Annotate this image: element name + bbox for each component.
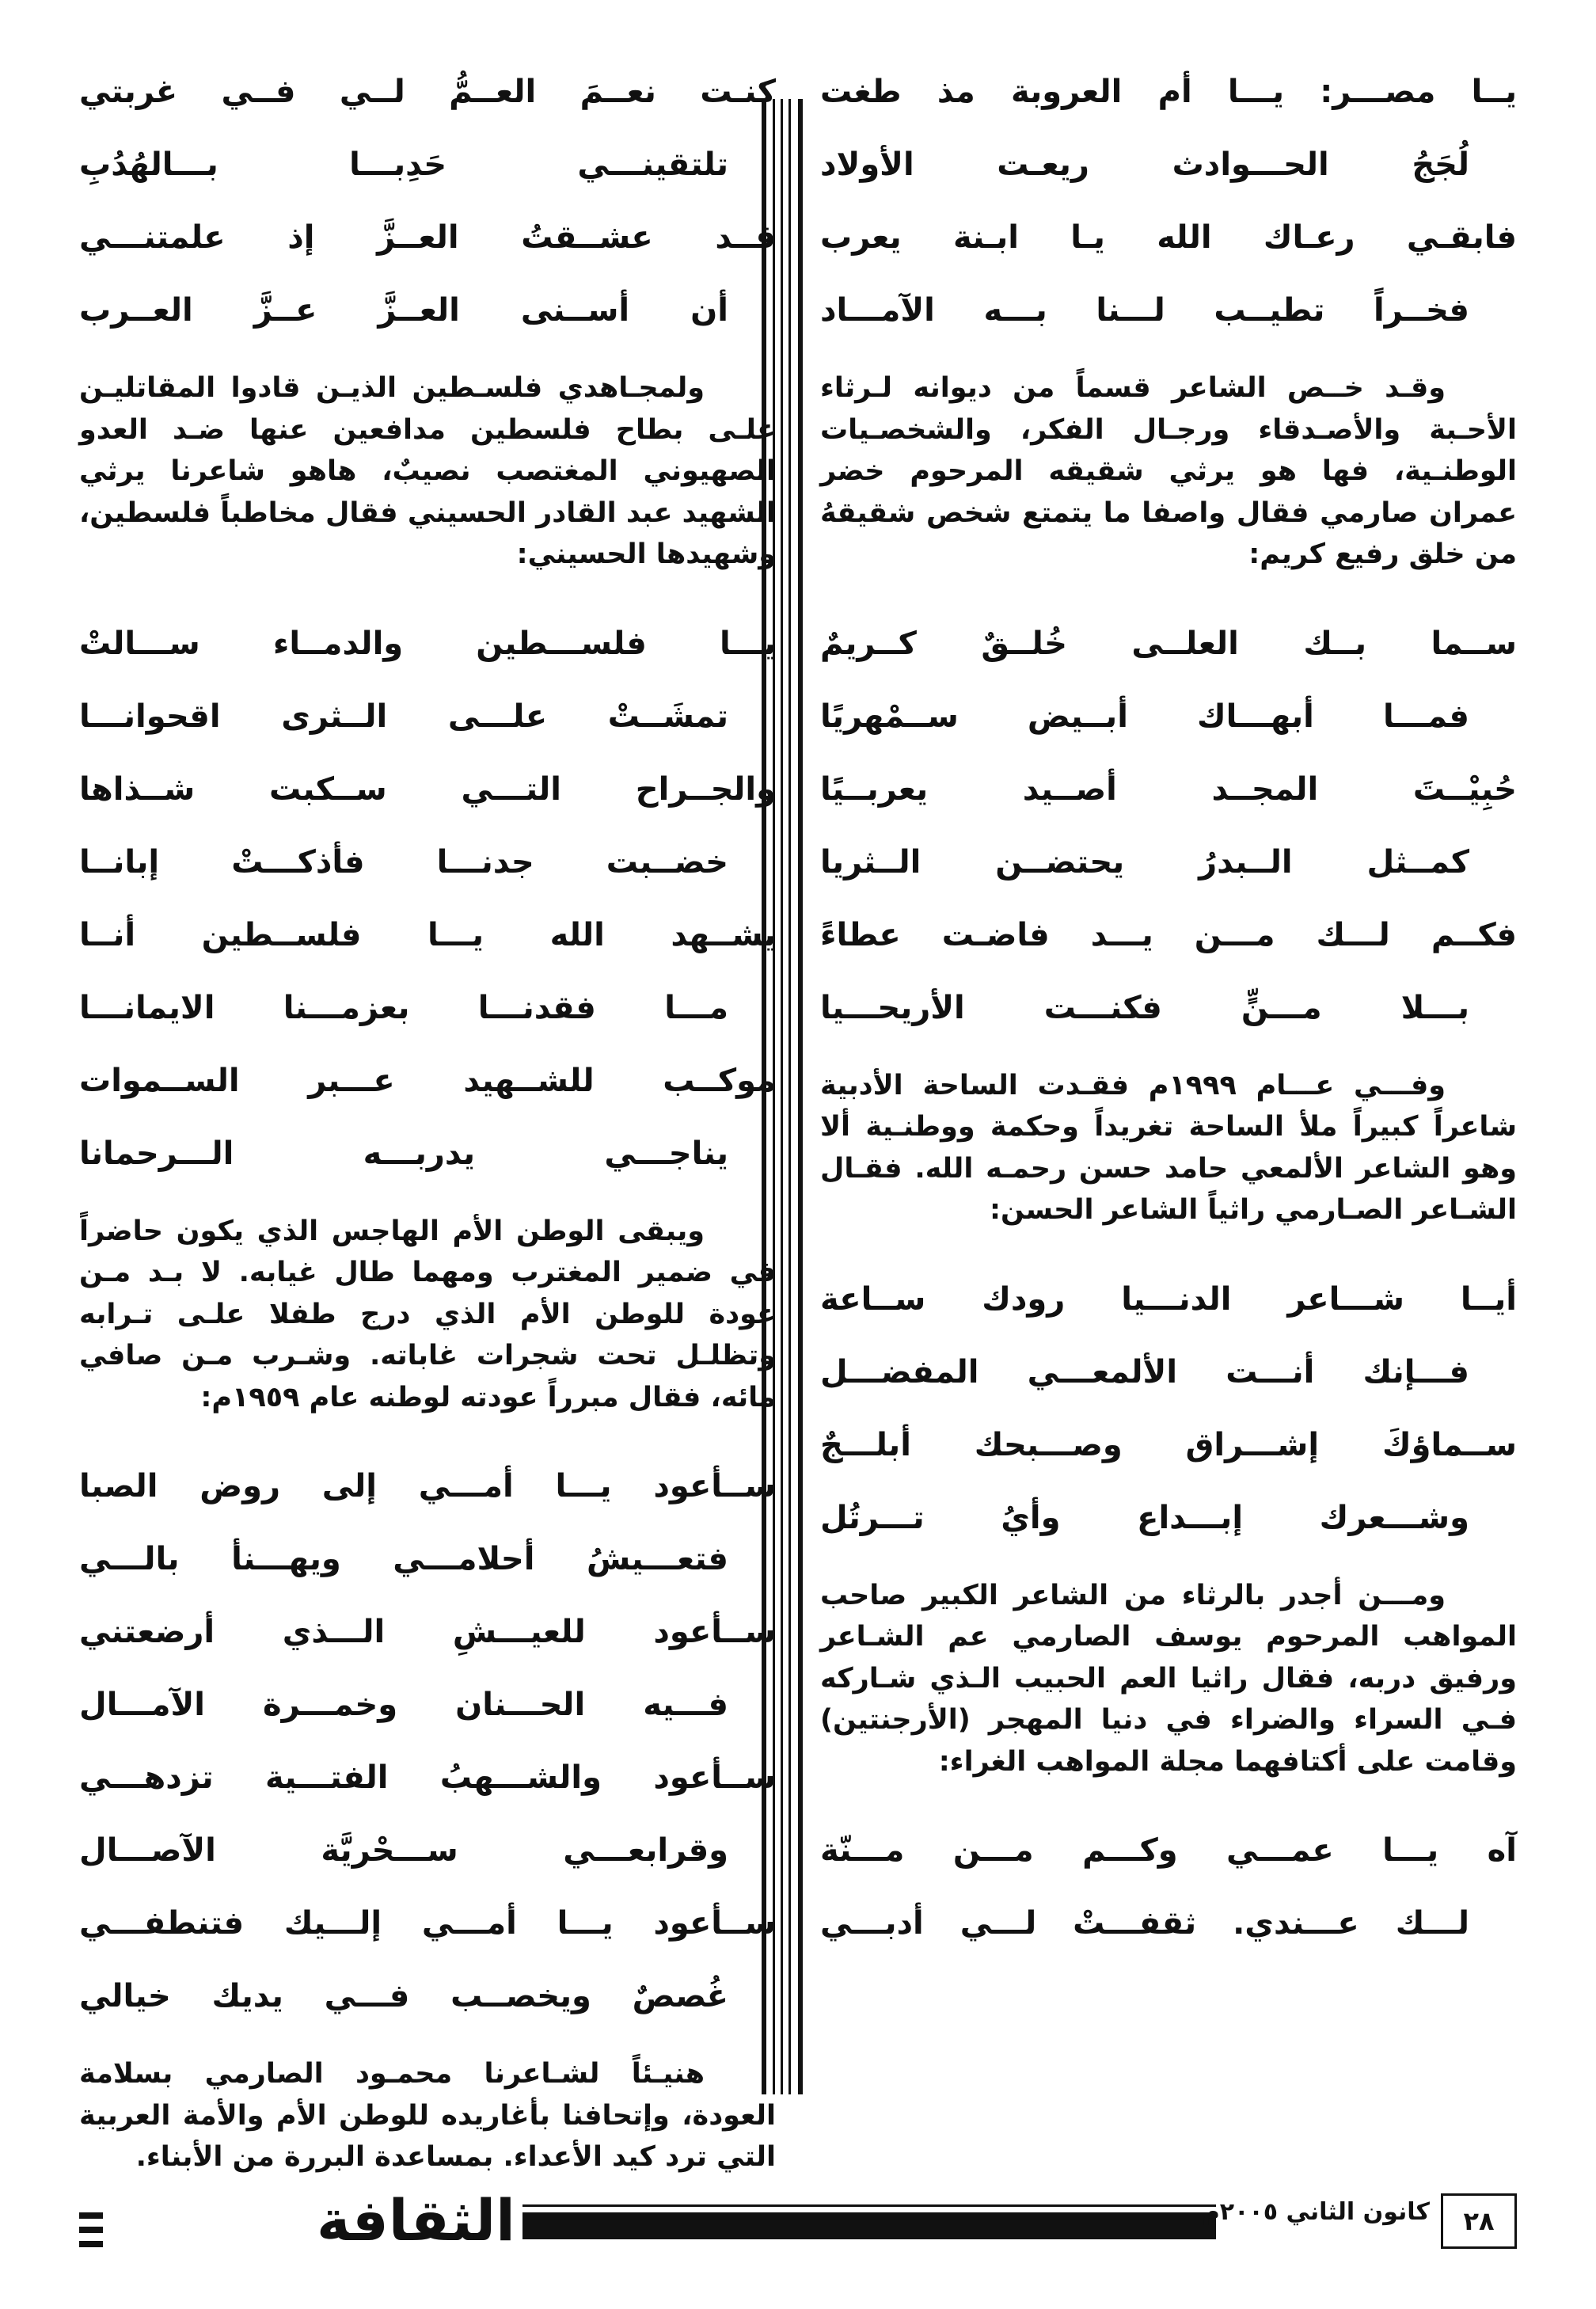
paragraph <box>79 2053 776 2178</box>
poem-uncle <box>820 1814 1517 1960</box>
poem-hasan <box>820 1263 1517 1554</box>
paragraph <box>820 1575 1517 1783</box>
verse-line: ســأعود يـــا أمـــي إلى روض الصبا <box>79 1468 776 1504</box>
verse-line: موكــب للشــهيد عـــبر الســموات <box>79 1062 776 1099</box>
verse-line: مـــا فقدنـــا بعزمـــنا الايمانـــا <box>79 989 728 1026</box>
paragraph-text: هنيـئاً لشـاعرنا محمـود الصارمي بسلامة العودة، وإتحافنا بأغاريده للوطن الأم والأمة العربية التي ترد كيد الأعداء. بمساعدة البررة من الأبناء. <box>79 2058 776 2173</box>
verse-line: تمشَــتْ علـــى الــثرى اقحوانـــا <box>79 698 728 735</box>
verse-line: لُجَجُ الحـــوادث ريعـت الأولاد <box>820 146 1469 183</box>
left-column <box>79 55 776 2210</box>
verse-line: غُصصٌ ويخصــب فـــي يديك خيالي <box>79 1978 728 2014</box>
verse-line: قــد عشــقتُ العــزَّ إذ علمتنـــي <box>79 219 776 256</box>
paragraph-text: وقـد خــص الشاعر قسماً من ديوانه لـرثاء الأحـبة والأصـدقاء ورجـال الفكر، والشخصـيات الوطنـية، فها هو يرثي شقيقه المرحوم خضر عمران صارمي فقال واصفا ما يتمتع شخص شقيقهُ من خلق رفيع كريم: <box>820 372 1517 570</box>
poem-uncle-continued <box>79 55 776 347</box>
right-column <box>820 55 1517 1980</box>
poem-brother <box>820 607 1517 1044</box>
verse-line: وقرابعـــي ســـحْريَّة الآصـــال <box>79 1832 728 1869</box>
footer-rule-thin <box>522 2204 1216 2207</box>
poem-palestine <box>79 607 776 1190</box>
verse-line: أيــا شـــاعر الدنـــيا رودك ســاعة <box>820 1280 1517 1318</box>
footer-rule-left <box>79 2212 103 2247</box>
verse-line: فـــيه الحـــنان وخمـــرة الآمـــال <box>79 1687 728 1723</box>
verse-line: يناجـــي يدربـــه الـــرحمانا <box>79 1135 728 1172</box>
verse-line: ســما بــك العلــى خُلــقٌ كــريمٌ <box>820 625 1517 662</box>
verse-line: يــا مصـــر: يـــا أم العروبة مذ طغت <box>820 74 1517 110</box>
verse-line: ســأعود والشـــهبُ الفتـــية تزدهـــي <box>79 1759 776 1796</box>
footer-rule-thick <box>522 2212 1216 2239</box>
paragraph <box>79 367 776 576</box>
verse-line: ســماؤكَ إشـــراق وصـــبحك أبلـــجٌ <box>820 1426 1517 1463</box>
verse-line: فتعـــيشُ أحلامـــي ويهـــنأ بالـــي <box>79 1541 728 1577</box>
verse-line: ســأعود للعيـــشِ الـــذي أرضعتني <box>79 1614 776 1650</box>
poem-egypt <box>820 55 1517 347</box>
verse-line: ســأعود يـــا أمـــي إلـــيك فتنطفـــي <box>79 1905 776 1942</box>
page-footer <box>79 2187 1517 2257</box>
magazine-logo: الثقافة <box>317 2187 515 2254</box>
verse-line: آه يـــا عمـــي وكـــم مـــن مـــنّة <box>820 1832 1517 1869</box>
verse-line: لـــك عـــندي. ثقفـــتْ لـــي أدبـــي <box>820 1905 1469 1942</box>
verse-line: كنـت نعــمَ العــمُّ لــي فــي غربتي <box>79 74 776 110</box>
poem-return <box>79 1450 776 2033</box>
verse-line: أن أســنى العــزَّ عــزَّ العــرب <box>79 292 728 329</box>
verse-line: يشــهد الله يـــا فلســطين أنــا <box>79 916 776 953</box>
verse-line: فـــإنك أنـــت الألمعـــي المفضـــل <box>820 1353 1469 1390</box>
paragraph-text: وفـــي عـــام ١٩٩٩م فقـدت الساحة الأدبية شاعراً كبيراً ملأ الساحة تغريداً وحكمة ووطنـية ألا وهو الشاعر الألمعي حامد حسن رحمـه الله. فقـال الشـاعر الصـارمي راثياً الشاعر الحسن: <box>820 1069 1517 1226</box>
verse-line: فمـــا أبهـــاك أبــيض ســمْهريًا <box>820 698 1469 735</box>
page-number: ٢٨ <box>1441 2193 1517 2249</box>
verse-line: كمــثل الــبدرُ يحتضــن الــثريا <box>820 843 1469 881</box>
verse-line: وشـــعرك إبـــداع وأيُ تـــرتُل <box>820 1499 1469 1536</box>
paragraph <box>820 1065 1517 1231</box>
paragraph <box>820 367 1517 576</box>
verse-line: خضــبت جدنـــا فأذكـــتْ إبانــا <box>79 843 728 881</box>
paragraph-text: ومـــن أجدر بالرثاء من الشاعر الكبير صاحب المواهب المرحوم يوسف الصارمي عم الشـاعر ورفيق دربه، فقال راثيا العم الحبيب الـذي شـاركه فـي السراء والضراء في دنيا المهجر (الأرجنتين) وقامت على أكتافهما مجلة المواهب الغراء: <box>820 1579 1517 1778</box>
verse-line: والجــراح التـــي ســكبت شــذاها <box>79 770 776 808</box>
verse-line: تلتقينـــي حَدِبـــا بـــالهُدُبِ <box>79 146 728 183</box>
paragraph-text: ولمجـاهدي فلسـطين الذيـن قادوا المقاتليـن علـى بطاح فلسطين مدافعين عنها ضـد العدو الصهيوني المغتصب نصيبٌ، هاهو شاعرنا يرثي الشهيد عبد القادر الحسيني فقال مخاطباً فلسطين، وشهيدها الحسيني: <box>79 372 776 570</box>
verse-line: بـــلا مـــنٍّ فكنـــت الأريحـــيا <box>820 989 1469 1026</box>
verse-line: فابقـي رعـاك الله يـا ابـنة يعرب <box>820 219 1517 256</box>
verse-line: حُبِيْــتَ المجــد أصــيد يعربــيًا <box>820 770 1517 808</box>
paragraph-text: ويبقى الوطن الأم الهاجس الذي يكون حاضراً في ضمير المغترب ومهما طال غيابه. لا بـد مـن عودة للوطن الأم الذي درج طفلا علـى تـرابه وتظلـل تحت شجرات غاباته. وشـرب مـن صافي مائه، فقال مبرراً عودته لوطنه عام ١٩٥٩م: <box>79 1215 776 1413</box>
verse-line: فكــم لـــك مـــن يـــد فاضـت عطاءً <box>820 916 1517 953</box>
verse-line: يـــا فلســـطين والدمــاء ســـالتْ <box>79 625 776 662</box>
paragraph <box>79 1211 776 1419</box>
verse-line: فخــراً تطيــب لـــنا بـــه الآمـــاد <box>820 292 1469 329</box>
issue-date: كانون الثاني ٢٠٠٥م <box>1202 2198 1430 2226</box>
